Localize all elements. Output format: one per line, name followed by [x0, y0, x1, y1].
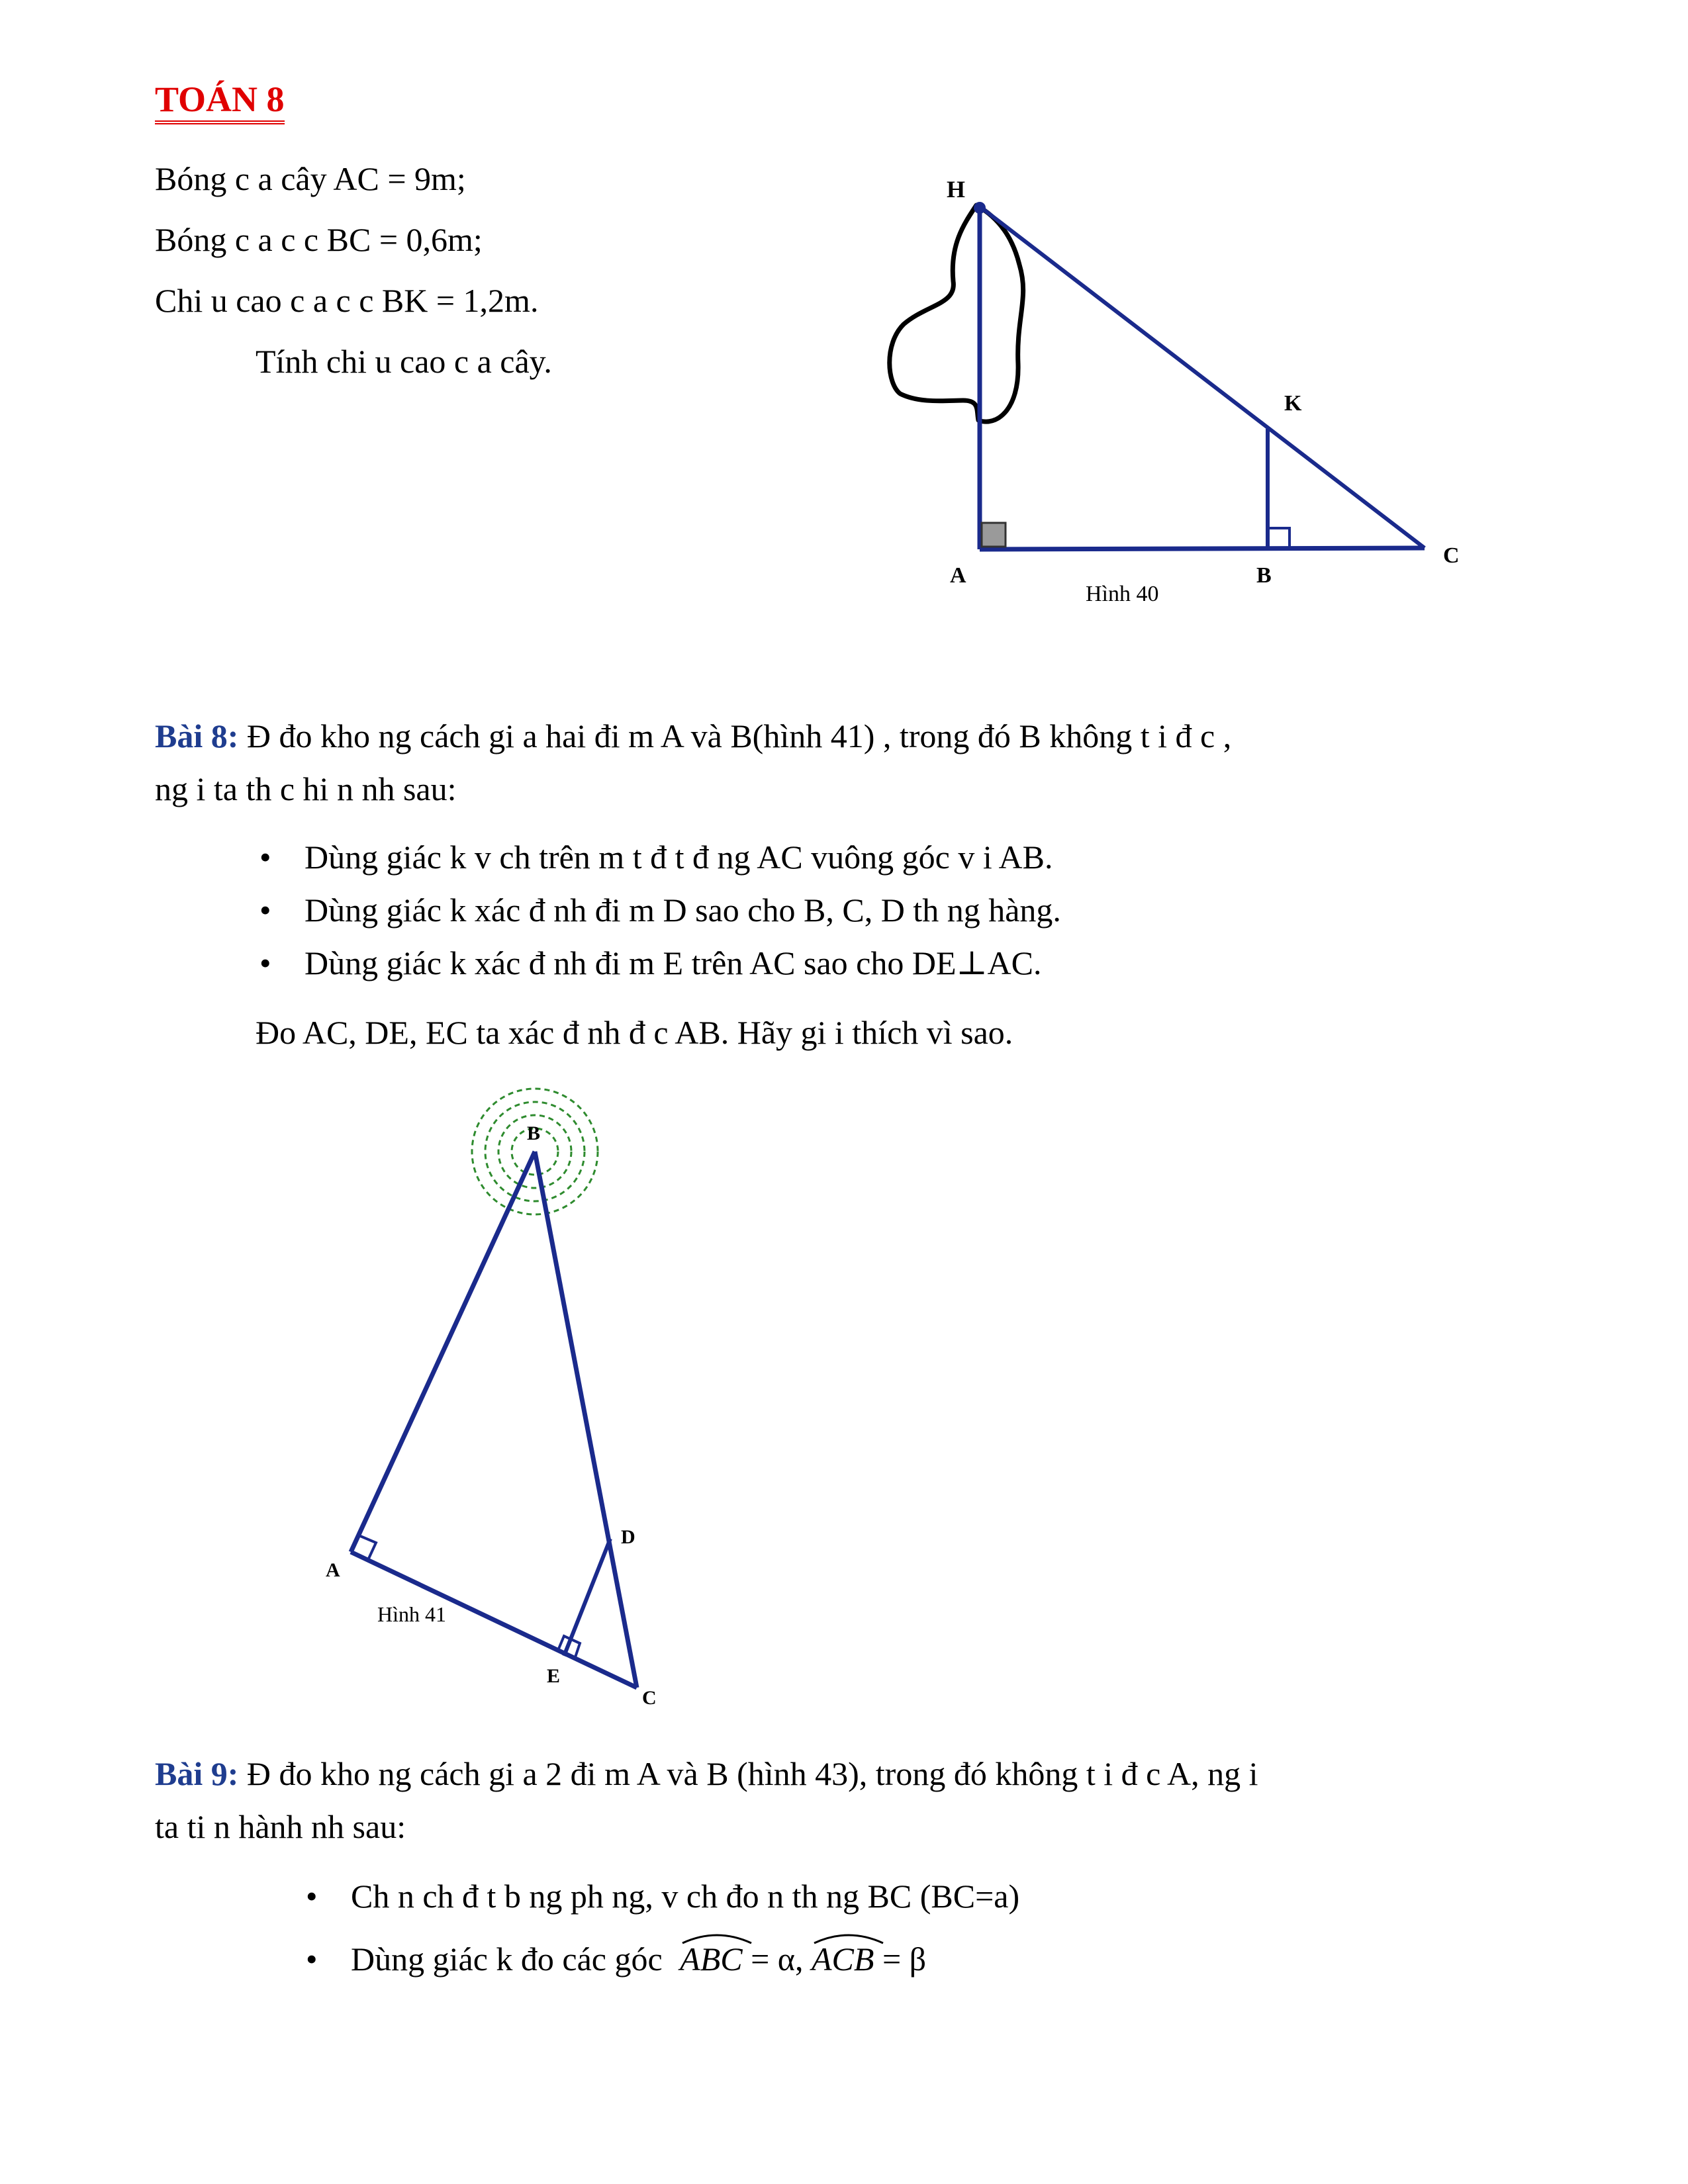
problem7-line-2: Bóng c a c c BC = 0,6m;: [155, 221, 483, 258]
segment-BA: [351, 1152, 535, 1552]
label-B: B: [1256, 563, 1272, 588]
angle-abc: ABC: [680, 1939, 742, 1979]
bai8-intro-text: Đ đo kho ng cách gi a hai đi m A và B(hình 41) , trong đó B không t i đ c ,: [238, 717, 1232, 754]
figure40-caption: Hình 40: [1086, 582, 1159, 606]
label-A: A: [326, 1559, 340, 1581]
bai8-intro-line-2: ng i ta th c hi n nh sau:: [155, 770, 457, 807]
label-K: K: [1284, 391, 1302, 416]
bai8-intro-line-1: [155, 716, 1231, 756]
bullet-dot: •: [259, 839, 271, 876]
bai8-bullet-2: • Dùng giác k xác đ nh đi m D sao cho B, C, D th ng hàng.: [259, 891, 1061, 929]
angle-acb: ACB: [812, 1939, 874, 1979]
figure-40: [847, 165, 1483, 629]
bullet-dot: •: [306, 1878, 318, 1915]
bai8-bullet-3: • Dùng giác k xác đ nh đi m E trên AC sao cho DE⊥AC.: [259, 944, 1042, 981]
segment-AC: [980, 548, 1425, 549]
bai9-bullet-2: • Dùng giác k đo các góc ABC = α, ACB = β: [351, 1939, 926, 1979]
angle-arc-icon: [680, 1930, 754, 1944]
bai9-label: Bài 9:: [155, 1755, 239, 1792]
angle-arc-icon: [812, 1930, 886, 1944]
bullet-dot: •: [306, 1940, 318, 1978]
bai9-intro-text: Đ đo kho ng cách gi a 2 đi m A và B (hình 43), trong đó không t i đ c A, ng i: [238, 1755, 1258, 1792]
label-A: A: [950, 563, 966, 588]
bullet-dot: •: [259, 891, 271, 929]
label-C: C: [1443, 543, 1460, 568]
label-B: B: [527, 1122, 541, 1144]
bullet-dot: •: [259, 944, 271, 981]
bai9-intro-line-2: ta ti n hành nh sau:: [155, 1808, 406, 1845]
segment-HC: [980, 206, 1425, 548]
bai8-conclusion: Đo AC, DE, EC ta xác đ nh đ c AB. Hãy gi i thích vì sao.: [256, 1014, 1013, 1051]
bai9-bullet-1: • Ch n ch đ t b ng ph ng, v ch đo n th ng BC (BC=a): [306, 1878, 1020, 1915]
bai9-intro-line-1: [155, 1754, 1258, 1794]
point-H: [974, 202, 986, 214]
right-angle-A: [982, 523, 1006, 547]
problem7-line-4: Tính chi u cao c a cây.: [256, 343, 552, 380]
segment-BC: [535, 1152, 637, 1688]
problem7-line-1: Bóng c a cây AC = 9m;: [155, 160, 466, 197]
bai8-bullet-1: • Dùng giác k v ch trên m t đ t đ ng AC vuông góc v i AB.: [259, 839, 1053, 876]
page-title: TOÁN 8: [155, 79, 285, 124]
problem7-line-3: Chi u cao c a c c BK = 1,2m.: [155, 282, 539, 319]
right-angle-B: [1270, 528, 1289, 547]
label-E: E: [547, 1665, 561, 1687]
figure41-caption: Hình 41: [377, 1602, 446, 1626]
label-C: C: [642, 1687, 657, 1707]
tree-outline: [890, 205, 1023, 422]
bai8-label: Bài 8:: [155, 717, 239, 754]
figure-41: [311, 1079, 722, 1707]
label-D: D: [621, 1526, 635, 1548]
label-H: H: [947, 176, 966, 203]
